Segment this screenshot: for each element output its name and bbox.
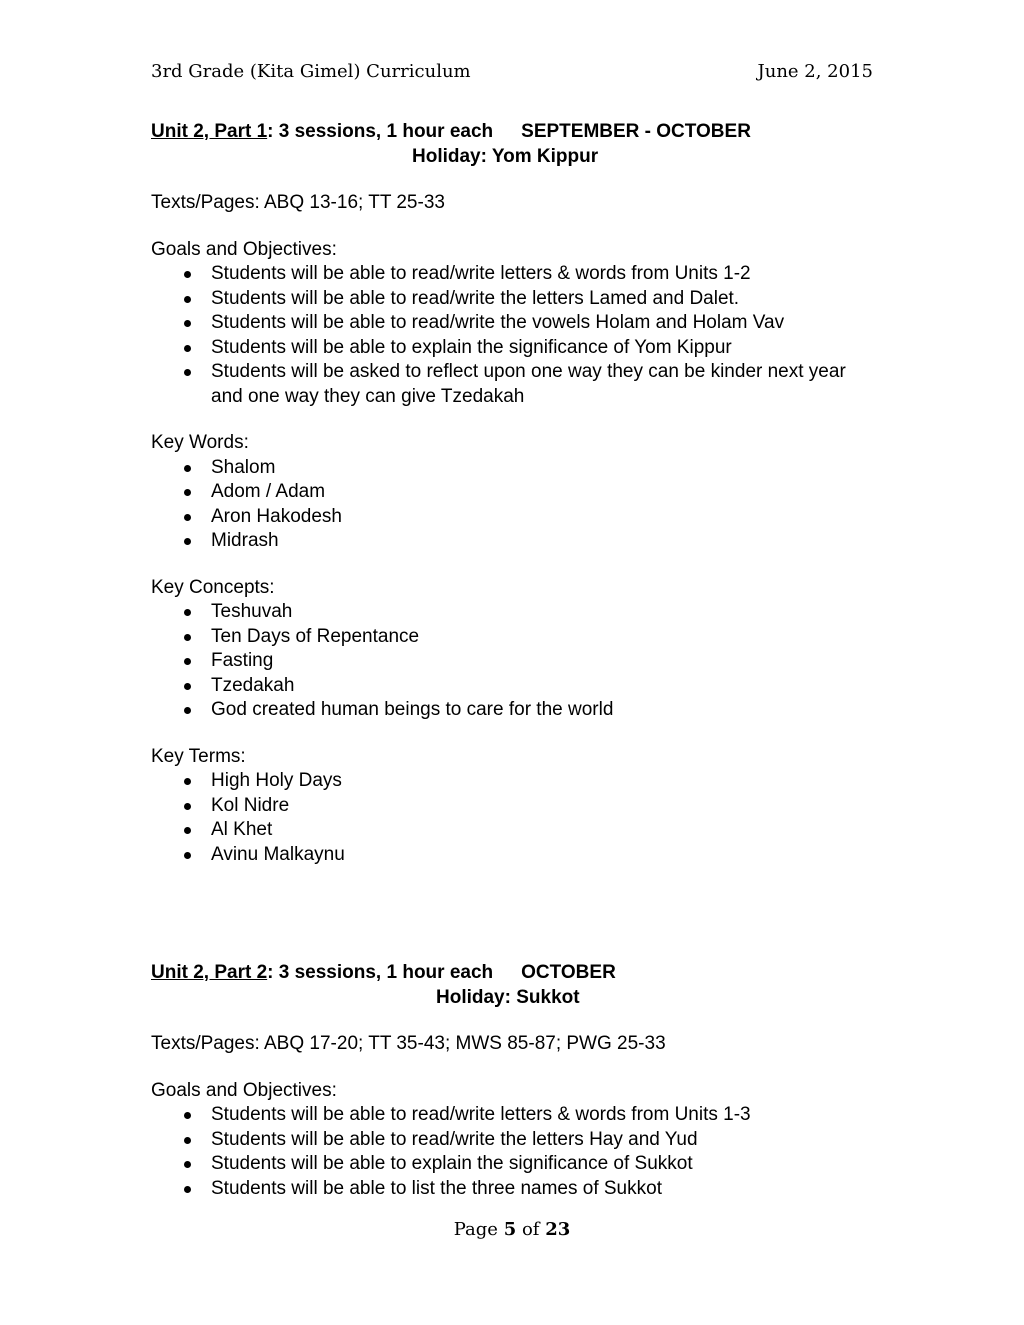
list-item (151, 311, 881, 336)
bullet-icon (184, 707, 191, 714)
bullet-icon (184, 1161, 191, 1168)
list-item (151, 600, 881, 625)
bullet-icon (184, 465, 191, 472)
page-content (151, 120, 881, 1201)
unit1-title-link: Unit 2, Part 1 (151, 121, 268, 142)
bullet-icon (184, 489, 191, 496)
list-item (151, 529, 881, 554)
list-item-text: Midrash (211, 530, 279, 551)
bullet-icon (184, 345, 191, 352)
unit2-title-link: Unit 2, Part 2 (151, 962, 268, 983)
unit1-keywords-label: Key Words: (151, 432, 249, 453)
list-item-text: Students will be able to read/write the vowels Holam and Holam Vav (211, 312, 785, 333)
unit1-terms-list (151, 769, 881, 867)
list-item (151, 674, 881, 699)
list-item-text: Tzedakah (211, 674, 295, 696)
list-item-text: Students will be able to read/write letters & words from Units 1-2 (211, 263, 751, 284)
list-item-text: Students will be able to read/write the letters Hay and Yud (211, 1128, 698, 1150)
list-item-text: Students will be able to explain the significance of Sukkot (211, 1153, 693, 1174)
list-item-text: Teshuvah (211, 601, 293, 622)
unit2-months: OCTOBER (521, 962, 616, 983)
unit1-concepts-list (151, 600, 881, 723)
list-item (151, 480, 881, 505)
list-item-text: Students will be able to list the three names of Sukkot (211, 1177, 662, 1199)
bullet-icon (184, 683, 191, 690)
bullet-icon (184, 1186, 191, 1193)
list-item-text: Students will be able to explain the significance of Yom Kippur (211, 336, 732, 358)
list-item (151, 1177, 881, 1202)
bullet-icon (184, 827, 191, 834)
list-item-text: Adom / Adam (211, 481, 326, 502)
bullet-icon (184, 778, 191, 785)
unit2-texts: Texts/Pages: ABQ 17-20; TT 35-43; MWS 85-87; PWG 25-33 (151, 1033, 666, 1054)
list-item (151, 1103, 881, 1128)
list-item-text: Ten Days of Repentance (211, 625, 420, 647)
bullet-icon (184, 1137, 191, 1144)
list-item (151, 336, 881, 361)
unit2-title (151, 961, 881, 986)
header-date: June 2, 2015 (757, 61, 873, 82)
list-item (151, 456, 881, 481)
unit2-goals-list (151, 1103, 881, 1201)
list-item (151, 769, 881, 794)
unit2-holiday: Holiday: Sukkot (436, 986, 580, 1008)
unit1-months: SEPTEMBER - OCTOBER (521, 121, 751, 142)
header-title: 3rd Grade (Kita Gimel) Curriculum (151, 61, 471, 82)
list-item (151, 262, 881, 287)
list-item-text: Shalom (211, 456, 276, 478)
unit1-title-rest: : 3 sessions, 1 hour each (267, 121, 494, 142)
unit1-holiday: Holiday: Yom Kippur (412, 145, 599, 167)
footer-page-total: 23 (545, 1219, 571, 1240)
list-item-text: Students will be able to read/write the letters Lamed and Dalet. (211, 287, 740, 309)
list-item (151, 843, 881, 868)
unit2-goals-label: Goals and Objectives: (151, 1079, 337, 1101)
list-item-text: Kol Nidre (211, 794, 290, 816)
unit1-keywords-list (151, 456, 881, 554)
page-footer (0, 1219, 1024, 1240)
bullet-icon (184, 1112, 191, 1119)
footer-page-num: 5 (503, 1219, 517, 1240)
unit1-concepts-label: Key Concepts: (151, 576, 275, 598)
list-item-text: Aron Hakodesh (211, 505, 342, 527)
bullet-icon (184, 803, 191, 810)
list-item (151, 698, 881, 723)
bullet-icon (184, 658, 191, 665)
unit1-terms-label: Key Terms: (151, 745, 246, 767)
list-item (151, 505, 881, 530)
list-item-text: High Holy Days (211, 770, 342, 791)
list-item-text: Avinu Malkaynu (211, 843, 345, 865)
list-item-text: God created human beings to care for the world (211, 699, 614, 720)
list-item (151, 794, 881, 819)
bullet-icon (184, 369, 191, 376)
bullet-icon (184, 852, 191, 859)
bullet-icon (184, 271, 191, 278)
bullet-icon (184, 538, 191, 545)
bullet-icon (184, 320, 191, 327)
unit1-texts: Texts/Pages: ABQ 13-16; TT 25-33 (151, 192, 445, 213)
list-item-text: Fasting (211, 650, 274, 671)
list-item-text: Al Khet (211, 819, 273, 840)
bullet-icon (184, 296, 191, 303)
list-item (151, 625, 881, 650)
list-item-text: Students will be able to read/write letters & words from Units 1-3 (211, 1104, 751, 1125)
footer-page-word: Page (453, 1219, 498, 1240)
unit1-goals-label: Goals and Objectives: (151, 238, 337, 260)
list-item-text: Students will be asked to reflect upon one way they can be kinder next year and one way they can give Tzedakah (211, 361, 846, 407)
bullet-icon (184, 609, 191, 616)
bullet-icon (184, 634, 191, 641)
unit1-title (151, 120, 881, 145)
unit1-goals-list (151, 262, 881, 409)
footer-of-word: of (521, 1219, 540, 1240)
list-item (151, 649, 881, 674)
list-item (151, 1128, 881, 1153)
unit2-title-rest: : 3 sessions, 1 hour each (267, 962, 494, 983)
list-item (151, 818, 881, 843)
bullet-icon (184, 514, 191, 521)
list-item (151, 1152, 881, 1177)
list-item (151, 287, 881, 312)
list-item (151, 360, 881, 409)
